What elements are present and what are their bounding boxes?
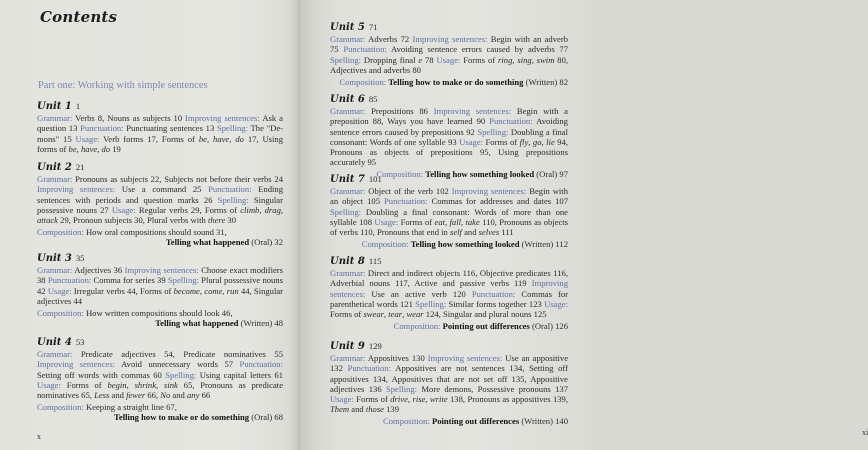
unit-7 (330, 174, 568, 249)
unit-start-page: 35 (75, 253, 85, 263)
unit-5 (330, 22, 568, 87)
unit-4 (37, 337, 283, 422)
topic-entries: Verbs 8, Nouns as subjects 10 (72, 113, 186, 124)
composition-line (37, 402, 283, 412)
topic-entries: Avoiding sentence errors caused by prepositions 92 (330, 116, 568, 137)
composition-title-line (37, 318, 283, 328)
composition-title: Telling how to make or do something (388, 76, 524, 87)
topic-category: Usage: (330, 394, 354, 405)
topic-category: Grammar: (330, 106, 366, 117)
composition-label: Composition: (339, 76, 387, 87)
unit-topics (330, 34, 568, 75)
unit-label: Unit 8 (330, 256, 365, 267)
topic-entries: Ending sentences with periods and question marks 26 (37, 184, 283, 205)
composition-lead: Keeping a straight line 67, (83, 401, 177, 412)
topic-entries: The "De-mons" 15 (37, 123, 283, 144)
unit-start-page: 71 (368, 22, 378, 32)
topic-entries: Begin with a preposition 88, Ways you have learned 90 (330, 106, 568, 127)
composition-line (330, 321, 568, 331)
topic-category: Grammar: (37, 113, 73, 124)
unit-heading (330, 256, 568, 267)
unit-heading (330, 94, 568, 105)
topic-entries: Avoiding sentence errors caused by adverbs 77 (386, 44, 568, 55)
topic-category: Improving sentences: (330, 278, 568, 299)
topic-category: Spelling: (216, 123, 248, 134)
unit-heading (37, 337, 283, 348)
topic-entries: Plural possessive nouns 42 (37, 275, 283, 296)
composition-page: (Written) 112 (519, 238, 568, 249)
topic-entries: Ask a question 13 (37, 113, 283, 134)
topic-entries: Prepositions 86 (365, 106, 434, 117)
topic-entries: Punctuating sentences 13 (123, 123, 217, 134)
composition-line (37, 227, 283, 237)
composition-title: Telling how something looked (425, 168, 535, 179)
topic-entries: Forms of begin, shrink, sink 65, Pronouns as predicate nominatives 65, Less and fewer 66, No and any 66 (37, 379, 284, 401)
composition-label: Composition: (37, 401, 84, 412)
topic-entries: Commas for parenthetical words 121 (330, 288, 568, 309)
topic-entries: Avoid unnecessary words 57 (115, 359, 240, 370)
unit-label: Unit 6 (330, 94, 365, 105)
topic-category: Spelling: (477, 126, 509, 137)
part-title: Part one: Working with simple sentences (38, 80, 208, 91)
topic-category: Punctuation: (347, 363, 392, 374)
composition-label: Composition: (383, 415, 430, 426)
topic-category: Usage: (544, 298, 568, 309)
topic-category: Usage: (459, 136, 484, 147)
unit-label: Unit 2 (37, 162, 72, 173)
topic-category: Spelling: (385, 383, 418, 394)
topic-category: Usage: (374, 216, 399, 227)
unit-topics (37, 265, 283, 306)
composition-page: (Written) 48 (238, 317, 283, 328)
composition-title: Telling how to make or do something (113, 411, 250, 422)
topic-category: Punctuation: (489, 116, 533, 127)
topic-entries: More demons, Possessive pronouns 137 (417, 383, 568, 394)
topic-entries: Object of the verb 102 (365, 186, 452, 197)
unit-heading (37, 253, 283, 264)
contents-title: Contents (40, 8, 118, 26)
topic-category: Punctuation: (343, 44, 387, 55)
topic-category: Improving sentences: (433, 106, 512, 117)
composition-label: Composition: (376, 168, 424, 179)
composition-label: Composition: (361, 238, 409, 249)
topic-category: Improving sentences: (427, 353, 503, 364)
topic-category: Grammar: (330, 353, 366, 364)
unit-heading (37, 162, 283, 173)
topic-category: Grammar: (330, 186, 366, 197)
unit-label: Unit 5 (330, 22, 365, 33)
topic-entries: Doubling a final consonant: Words of more than one syllable 108 (330, 206, 568, 227)
unit-heading (330, 341, 568, 352)
topic-category: Usage: (47, 285, 72, 296)
unit-label: Unit 1 (37, 101, 72, 112)
unit-topics (330, 268, 568, 319)
topic-category: Improving sentences: (37, 184, 116, 195)
composition-title: Telling what happened (155, 317, 239, 328)
unit-topics (330, 353, 568, 414)
topic-entries: Forms of ring, sing, swim 80, Adjectives and adverbs 80 (330, 54, 569, 75)
unit-heading (330, 174, 568, 185)
topic-entries: Predicate adjectives 54, Predicate nominatives 55 (72, 349, 283, 360)
left-page (0, 0, 300, 450)
unit-start-page: 53 (75, 337, 85, 347)
composition-title: Telling how something looked (410, 238, 520, 249)
topic-entries: Pronouns as subjects 22, Subjects not before their verbs 24 (72, 174, 283, 185)
topic-category: Usage: (436, 54, 461, 65)
topic-entries: Comma for series 39 (91, 275, 168, 286)
composition-page: (Oral) 97 (534, 168, 568, 179)
composition-page: (Oral) 32 (249, 236, 283, 247)
topic-entries: Forms of swear, tear, wear 124, Singular and plural nouns 125 (330, 309, 547, 320)
topic-entries: Similar forms together 123 (446, 298, 545, 309)
topic-entries: Using capital letters 61 (196, 369, 283, 380)
topic-category: Punctuation: (384, 196, 428, 207)
unit-2 (37, 162, 283, 247)
unit-label: Unit 9 (330, 341, 365, 352)
topic-entries: Choose exact modifiers 38 (37, 265, 283, 286)
unit-start-page: 101 (368, 174, 382, 184)
unit-start-page: 21 (75, 162, 85, 172)
composition-lead: How written compositions should look 46, (83, 307, 233, 318)
topic-entries: Forms of drive, rise, write 138, Pronouns as appositives 139, Them and those 139 (330, 394, 568, 415)
composition-title: Pointing out differences (431, 415, 520, 426)
composition-title-line (37, 237, 283, 247)
unit-label: Unit 3 (37, 253, 72, 264)
unit-6 (330, 94, 568, 179)
composition-line (37, 308, 283, 318)
topic-entries: Begin with an adverb 75 (330, 34, 568, 55)
unit-topics (330, 106, 568, 167)
unit-1 (37, 101, 283, 154)
unit-topics (330, 186, 568, 237)
topic-category: Spelling: (330, 54, 362, 65)
unit-label: Unit 4 (37, 337, 72, 348)
topic-category: Spelling: (217, 194, 249, 205)
topic-entries: Use a command 25 (115, 184, 209, 195)
topic-entries: Forms of eat, fall, take 110, Pronouns as objects of verbs 110, Pronouns that end in self and selves 111 (330, 216, 568, 238)
topic-entries: Commas for addresses and dates 107 (427, 196, 568, 207)
topic-category: Usage: (37, 379, 61, 390)
topic-entries: Dropping final e 78 (361, 54, 437, 65)
topic-category: Spelling: (415, 298, 447, 309)
unit-start-page: 129 (368, 341, 382, 351)
composition-title: Pointing out differences (442, 320, 530, 331)
topic-category: Grammar: (330, 268, 366, 279)
unit-heading (37, 101, 283, 112)
topic-entries: Begin with an object 105 (330, 186, 568, 207)
topic-entries: Irregular verbs 44, Forms of become, come, run 44, Singular adjectives 44 (37, 285, 284, 306)
unit-start-page: 1 (75, 101, 81, 111)
topic-category: Grammar: (37, 174, 73, 185)
topic-category: Improving sentences: (185, 113, 260, 124)
unit-topics (37, 174, 283, 225)
topic-entries: Forms of fly, go, lie 94, Pronouns as objects of prepositions 95, Using prepositions accurately 95 (330, 136, 569, 168)
topic-entries: Adjectives 36 (72, 265, 125, 276)
composition-line (330, 416, 568, 426)
topic-entries: Doubling a final consonant: Words of one syllable 93 (330, 126, 568, 147)
topic-category: Improving sentences: (124, 265, 199, 276)
topic-category: Improving sentences: (412, 34, 488, 45)
topic-entries: Regular verbs 29, Forms of climb, drag, attack 29, Pronoun subjects 30, Plural verbs with there 30 (37, 204, 284, 226)
unit-3 (37, 253, 283, 328)
topic-category: Usage: (111, 204, 136, 215)
topic-entries: Direct and indirect objects 116, Objective predicates 116, Adverbial nouns 117, Active and passive verbs 119 (330, 268, 568, 289)
unit-start-page: 115 (368, 256, 382, 266)
topic-entries: Appositives 130 (365, 353, 428, 364)
unit-9 (330, 341, 568, 426)
topic-category: Spelling: (167, 275, 199, 286)
composition-line (330, 77, 568, 87)
composition-page: (Written) 140 (519, 415, 568, 426)
topic-entries: Singular possessive nouns 27 (37, 194, 283, 215)
composition-page: (Oral) 126 (529, 320, 568, 331)
topic-category: Grammar: (37, 265, 73, 276)
page-number-left: x (37, 432, 41, 441)
topic-category: Improving sentences: (37, 359, 116, 370)
unit-start-page: 85 (368, 94, 378, 104)
unit-topics (37, 349, 283, 400)
topic-entries: Appositives are not sentences 134, Setting off appositives 134, Appositives that are not set off 135, Appositive adjectives 136 (330, 363, 569, 394)
composition-label: Composition: (393, 320, 441, 331)
composition-title-line (37, 412, 283, 422)
composition-page: (Oral) 68 (249, 411, 283, 422)
topic-category: Spelling: (165, 369, 197, 380)
topic-category: Grammar: (37, 349, 73, 360)
page-number-right: xi (862, 428, 868, 437)
topic-entries: Setting off words with commas 60 (37, 369, 166, 380)
unit-heading (330, 22, 568, 33)
composition-title: Telling what happened (165, 236, 250, 247)
unit-8 (330, 256, 568, 331)
unit-label: Unit 7 (330, 174, 365, 185)
topic-category: Grammar: (330, 34, 366, 45)
topic-entries: Use an appositive 132 (330, 353, 569, 374)
composition-page: (Written) 82 (523, 76, 568, 87)
topic-category: Punctuation: (471, 288, 516, 299)
topic-category: Spelling: (330, 206, 362, 217)
topic-category: Punctuation: (80, 123, 124, 134)
topic-category: Punctuation: (208, 184, 252, 195)
composition-label: Composition: (37, 307, 84, 318)
composition-label: Composition: (37, 226, 84, 237)
unit-topics (37, 113, 283, 154)
topic-category: Usage: (75, 133, 100, 144)
composition-lead: How oral compositions should sound 31, (83, 226, 227, 237)
topic-category: Improving sentences: (451, 186, 527, 197)
topic-entries: Verb forms 17, Forms of be, have, do 17, Using forms of be, have, do 19 (37, 133, 284, 154)
topic-category: Punctuation: (47, 275, 92, 286)
composition-line (330, 239, 568, 249)
topic-entries: Use an active verb 120 (365, 288, 472, 299)
topic-category: Punctuation: (239, 359, 283, 370)
topic-entries: Adverbs 72 (365, 34, 413, 45)
